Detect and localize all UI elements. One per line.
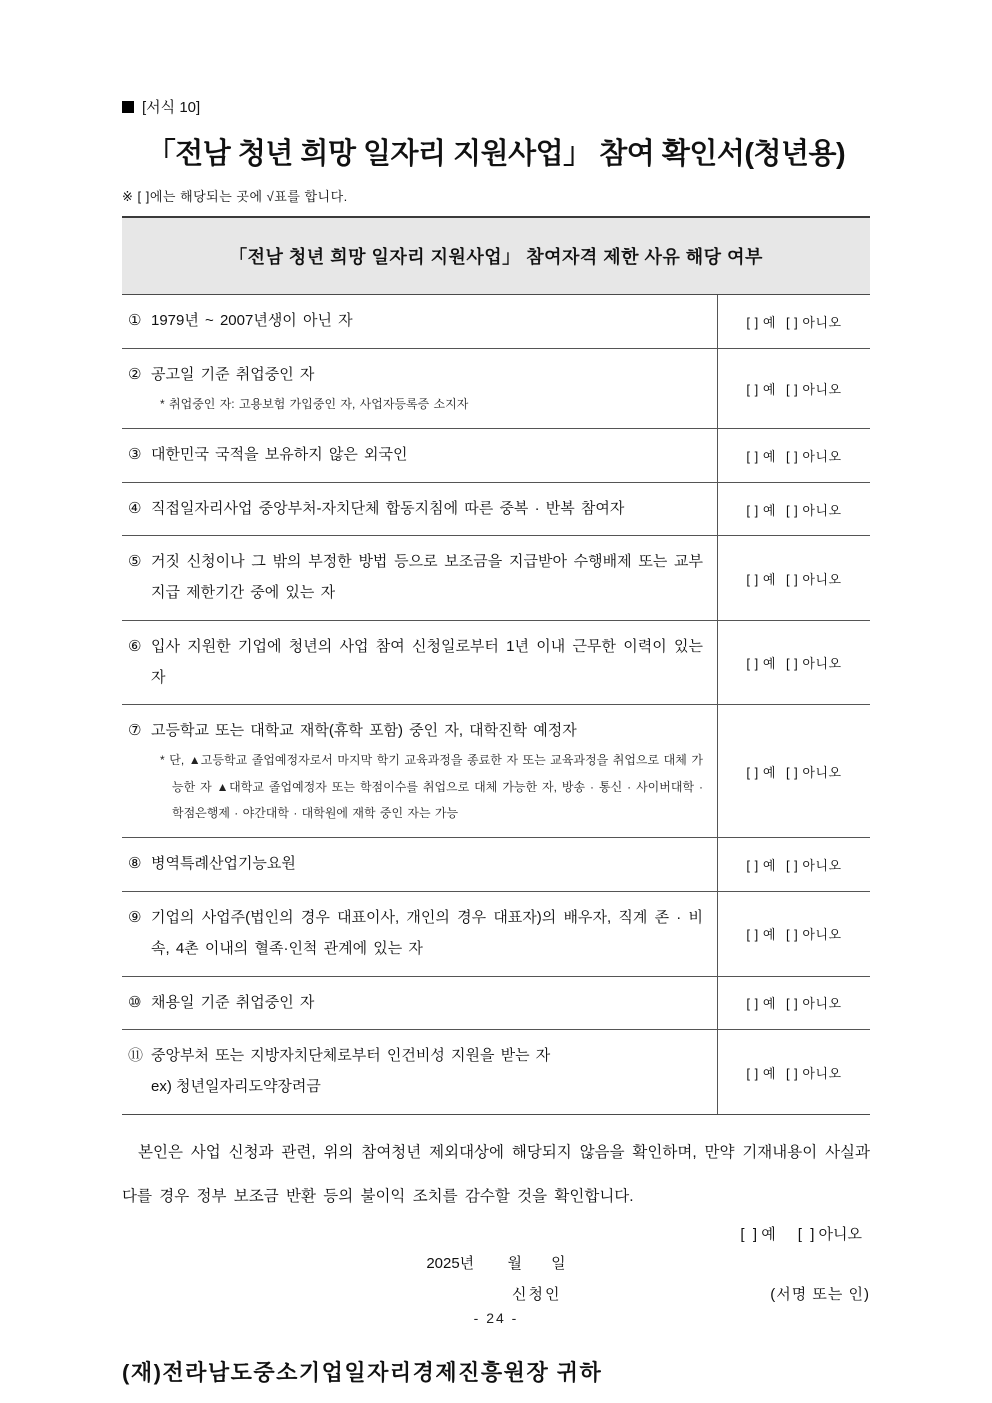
recipient-line: (재)전라남도중소기업일자리경제진흥원장 귀하 [122,1359,603,1385]
yes-checkbox: [ ] 예 [746,927,776,943]
confirmation-no-checkbox: [ ] 아니오 [797,1225,862,1243]
form-tag-label: [서식 10] [142,99,201,116]
no-checkbox: [ ] 아니오 [785,502,842,518]
row-number: ⑤ [128,553,142,571]
criterion-cell [122,838,718,891]
row-text: 공고일 기준 취업중인 자 [151,365,315,383]
row-number: ⑧ [128,855,142,873]
yes-checkbox: [ ] 예 [746,858,776,874]
no-checkbox: [ ] 아니오 [785,764,842,780]
yes-checkbox: [ ] 예 [746,764,776,780]
row-number: ⑪ [128,1047,144,1065]
confirmation-yes-checkbox: [ ] 예 [740,1225,776,1243]
applicant-label: 신청인 [512,1285,562,1303]
criterion-cell [122,429,718,482]
row-number: ④ [128,499,142,517]
no-checkbox: [ ] 아니오 [785,448,842,464]
answer-cell [718,349,870,428]
row-text: 1979년 ~ 2007년생이 아닌 자 [151,312,353,329]
no-checkbox: [ ] 아니오 [785,927,842,943]
criteria-rows [122,295,870,1114]
row-text: 병역특례산업기능요원 [151,855,296,873]
table-row [122,705,870,838]
answer-cell [718,892,870,976]
row-note: * 취업중인 자: 고용보험 가입중인 자, 사업자등록증 소지자 [160,396,469,411]
no-checkbox: [ ] 아니오 [785,314,842,330]
criterion-cell [122,705,718,837]
row-number: ⑩ [128,993,142,1011]
table-row [122,977,870,1031]
row-text: 거짓 신청이나 그 밖의 부정한 방법 등으로 보조금을 지급받아 수행배제 또는 교부 지급 제한기간 중에 있는 자 [151,553,703,602]
row-number: ③ [128,445,142,463]
row-text: 고등학교 또는 대학교 재학(휴학 포함) 중인 자, 대학진학 예정자 [151,722,577,740]
answer-cell [718,483,870,536]
checkmark-instruction: ※ [ ]에는 해당되는 곳에 √표를 합니다. [122,189,348,204]
no-checkbox: [ ] 아니오 [785,858,842,874]
no-checkbox: [ ] 아니오 [785,656,842,672]
table-row [122,295,870,349]
row-text: 직접일자리사업 중앙부처-자치단체 합동지침에 따른 중복 · 반복 참여자 [151,499,625,517]
row-text: 대한민국 국적을 보유하지 않은 외국인 [151,445,408,463]
yes-checkbox: [ ] 예 [746,448,776,464]
table-row [122,483,870,537]
no-checkbox: [ ] 아니오 [785,1065,842,1081]
document-page [122,96,870,1387]
date-line: 2025년 월 일 [426,1254,566,1272]
answer-cell [718,1030,870,1114]
table-row [122,429,870,483]
no-checkbox: [ ] 아니오 [785,996,842,1012]
criterion-cell [122,621,718,705]
table-row [122,838,870,892]
yes-checkbox: [ ] 예 [746,996,776,1012]
page-number: - 24 - [473,1310,519,1326]
yes-checkbox: [ ] 예 [746,314,776,330]
eligibility-table [122,216,870,1115]
criterion-cell [122,349,718,428]
criterion-cell [122,977,718,1030]
row-number: ⑥ [128,637,142,655]
table-row [122,536,870,621]
row-text: 입사 지원한 기업에 청년의 사업 참여 신청일로부터 1년 이내 근무한 이력이 있는 자 [151,637,703,686]
table-row [122,1030,870,1114]
no-checkbox: [ ] 아니오 [785,571,842,587]
signature-or-seal-label: (서명 또는 인) [770,1285,870,1303]
yes-checkbox: [ ] 예 [746,1065,776,1081]
yes-checkbox: [ ] 예 [746,571,776,587]
square-bullet-icon [122,101,134,113]
confirmation-paragraph: 본인은 사업 신청과 관련, 위의 참여청년 제외대상에 해당되지 않음을 확인하며, 만약 기재내용이 사실과 다를 경우 정부 보조금 반환 등의 불이익 조치를 감수할 것을 확인합니다. [122,1143,870,1205]
row-note: * 단, ▲고등학교 졸업예정자로서 마지막 학기 교육과정을 종료한 자 또는 교육과정을 취업으로 대체 가능한 자 ▲대학교 졸업예정자 또는 학점이수를 취업으로 대체 가능한 자, 방송 · 통신 · 사이버대학 · 학점은행제 · 야간대학 · 대학원에 재학 중인 자는 가능 [160,753,703,820]
row-number: ⑦ [128,722,142,740]
row-text: 기업의 사업주(법인의 경우 대표이사, 개인의 경우 대표자)의 배우자, 직계 존 · 비속, 4촌 이내의 혈족·인척 관계에 있는 자 [151,909,703,957]
yes-checkbox: [ ] 예 [746,656,776,672]
table-row [122,892,870,977]
table-row [122,349,870,429]
row-number: ⑨ [128,909,142,927]
answer-cell [718,621,870,705]
row-subline: ex) 청년일자리도약장려금 [151,1078,321,1096]
signature-line [122,1283,870,1304]
row-text: 채용일 기준 취업중인 자 [151,993,315,1011]
table-row [122,621,870,706]
row-text: 중앙부처 또는 지방자치단체로부터 인건비성 지원을 받는 자 [151,1047,551,1065]
row-number: ② [128,365,142,383]
criterion-cell [122,892,718,976]
form-tag-line [122,96,870,117]
answer-cell [718,536,870,620]
answer-cell [718,429,870,482]
answer-cell [718,838,870,891]
no-checkbox: [ ] 아니오 [785,381,842,397]
criterion-cell [122,295,718,348]
yes-checkbox: [ ] 예 [746,381,776,397]
answer-cell [718,977,870,1030]
criterion-cell [122,536,718,620]
row-number: ① [128,312,142,329]
criterion-cell [122,483,718,536]
confirmation-answer [122,1223,870,1244]
page-title: 「전남 청년 희망 일자리 지원사업」 참여 확인서(청년용) [146,138,846,170]
answer-cell [718,295,870,348]
criterion-cell [122,1030,718,1114]
answer-cell [718,705,870,837]
table-header: 「전남 청년 희망 일자리 지원사업」 참여자격 제한 사유 해당 여부 [122,218,870,295]
yes-checkbox: [ ] 예 [746,502,776,518]
